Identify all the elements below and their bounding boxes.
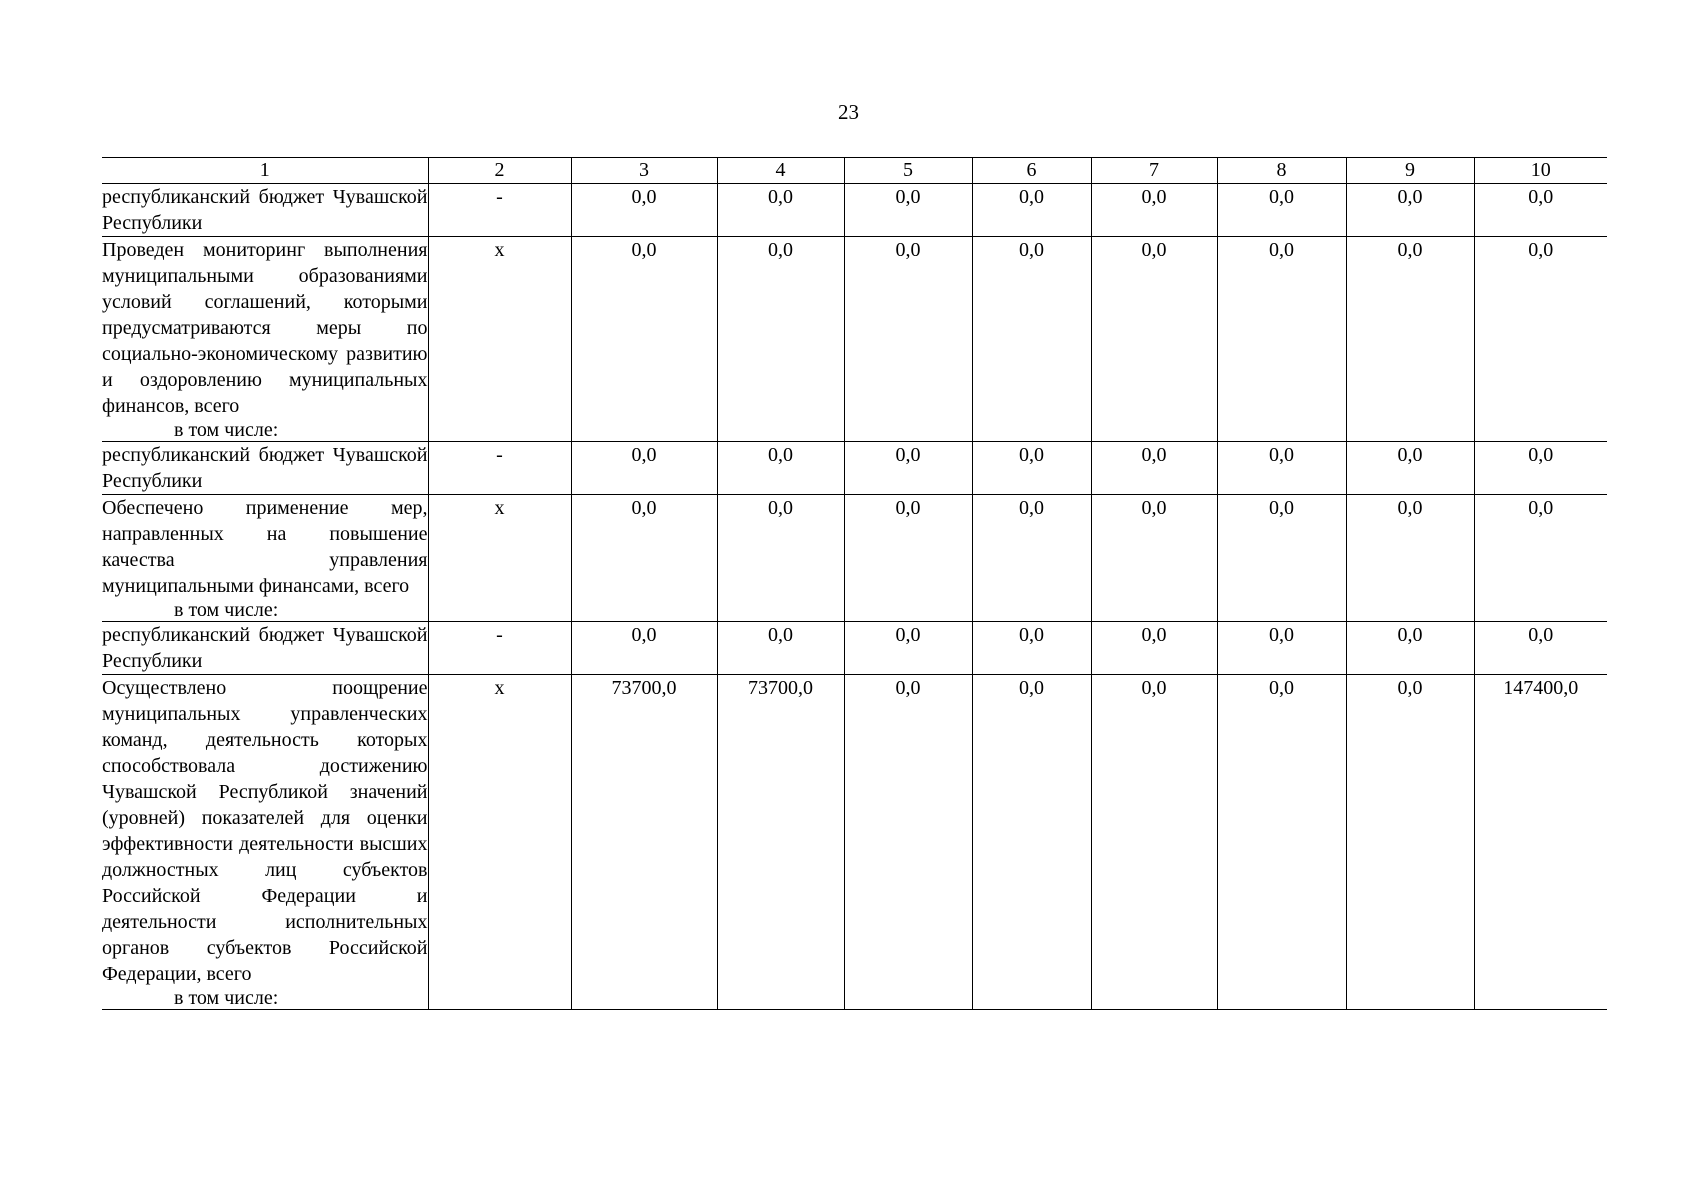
page-number: 23 xyxy=(838,100,859,124)
row-value: 0,0 xyxy=(1474,442,1607,495)
table-row xyxy=(102,622,1607,675)
column-header: 2 xyxy=(428,158,571,184)
row-description xyxy=(102,675,428,1010)
row-code: x xyxy=(428,675,571,1010)
row-code: - xyxy=(428,184,571,237)
row-value: 0,0 xyxy=(1091,495,1217,622)
row-value: 0,0 xyxy=(1217,675,1346,1010)
row-value: 0,0 xyxy=(571,237,717,442)
row-code: x xyxy=(428,237,571,442)
row-value: 0,0 xyxy=(1091,237,1217,442)
row-value: 0,0 xyxy=(1346,442,1474,495)
row-value: 0,0 xyxy=(844,495,972,622)
row-value: 0,0 xyxy=(1474,184,1607,237)
column-header: 8 xyxy=(1217,158,1346,184)
row-value: 147400,0 xyxy=(1474,675,1607,1010)
row-value: 0,0 xyxy=(717,622,844,675)
row-value: 0,0 xyxy=(1217,622,1346,675)
row-value: 0,0 xyxy=(1346,237,1474,442)
row-subtitle: в том числе: xyxy=(174,599,279,621)
row-value: 0,0 xyxy=(1091,442,1217,495)
row-value: 0,0 xyxy=(844,184,972,237)
row-value: 0,0 xyxy=(972,495,1091,622)
row-value: 0,0 xyxy=(571,495,717,622)
column-header: 6 xyxy=(972,158,1091,184)
header-row xyxy=(102,158,1607,184)
table-row xyxy=(102,675,1607,1010)
row-value: 0,0 xyxy=(571,442,717,495)
row-value: 0,0 xyxy=(1217,442,1346,495)
row-value: 73700,0 xyxy=(571,675,717,1010)
row-description-text: республиканский бюджет Чувашской Республики xyxy=(102,186,428,234)
row-value: 0,0 xyxy=(717,237,844,442)
table-row xyxy=(102,495,1607,622)
row-subtitle: в том числе: xyxy=(174,987,279,1009)
row-value: 0,0 xyxy=(717,495,844,622)
table-row xyxy=(102,237,1607,442)
row-value: 0,0 xyxy=(1474,622,1607,675)
column-header: 1 xyxy=(102,158,428,184)
row-value: 0,0 xyxy=(972,675,1091,1010)
row-description xyxy=(102,495,428,622)
row-description xyxy=(102,184,428,237)
row-value: 0,0 xyxy=(972,442,1091,495)
row-description xyxy=(102,442,428,495)
row-description xyxy=(102,237,428,442)
row-code: x xyxy=(428,495,571,622)
table-row xyxy=(102,442,1607,495)
column-header: 10 xyxy=(1474,158,1607,184)
row-value: 0,0 xyxy=(1346,622,1474,675)
row-value: 0,0 xyxy=(972,622,1091,675)
row-value: 0,0 xyxy=(1474,237,1607,442)
row-description-text: Обеспечено применение мер, направленных на повышение качества управления муниципальными финансами, всего xyxy=(102,497,428,597)
row-value: 0,0 xyxy=(1091,675,1217,1010)
row-value: 0,0 xyxy=(844,622,972,675)
row-code: - xyxy=(428,622,571,675)
column-header: 4 xyxy=(717,158,844,184)
column-header: 5 xyxy=(844,158,972,184)
row-value: 0,0 xyxy=(1474,495,1607,622)
row-value: 0,0 xyxy=(1346,495,1474,622)
column-header: 7 xyxy=(1091,158,1217,184)
row-code: - xyxy=(428,442,571,495)
row-value: 0,0 xyxy=(1346,184,1474,237)
row-description xyxy=(102,622,428,675)
row-subtitle: в том числе: xyxy=(174,419,279,441)
row-value: 0,0 xyxy=(1217,237,1346,442)
row-value: 0,0 xyxy=(1346,675,1474,1010)
row-value: 0,0 xyxy=(972,237,1091,442)
row-value: 0,0 xyxy=(1217,495,1346,622)
table-row xyxy=(102,184,1607,237)
row-value: 0,0 xyxy=(844,442,972,495)
row-value: 0,0 xyxy=(1217,184,1346,237)
row-value: 0,0 xyxy=(1091,184,1217,237)
row-value: 0,0 xyxy=(1091,622,1217,675)
row-value: 73700,0 xyxy=(717,675,844,1010)
row-value: 0,0 xyxy=(571,622,717,675)
row-value: 0,0 xyxy=(717,442,844,495)
row-description-text: Проведен мониторинг выполнения муниципальными образованиями условий соглашений, которыми предусматриваются меры по социально-экономическому развитию и оздоровлению муниципальных финансов, всего xyxy=(102,239,428,417)
row-value: 0,0 xyxy=(571,184,717,237)
row-description-text: республиканский бюджет Чувашской Республики xyxy=(102,444,428,492)
row-value: 0,0 xyxy=(844,237,972,442)
row-value: 0,0 xyxy=(972,184,1091,237)
row-value: 0,0 xyxy=(717,184,844,237)
row-description-text: республиканский бюджет Чувашской Республики xyxy=(102,624,428,672)
row-value: 0,0 xyxy=(844,675,972,1010)
row-description-text: Осуществлено поощрение муниципальных управленческих команд, деятельность которых способствовала достижению Чувашской Республикой значений (уровней) показателей для оценки эффективности деятельности высших должностных лиц субъектов Российской Федерации и деятельности исполнительных органов субъектов Российской Федерации, всего xyxy=(102,677,428,985)
budget-table xyxy=(102,157,1607,1010)
column-header: 3 xyxy=(571,158,717,184)
column-header: 9 xyxy=(1346,158,1474,184)
